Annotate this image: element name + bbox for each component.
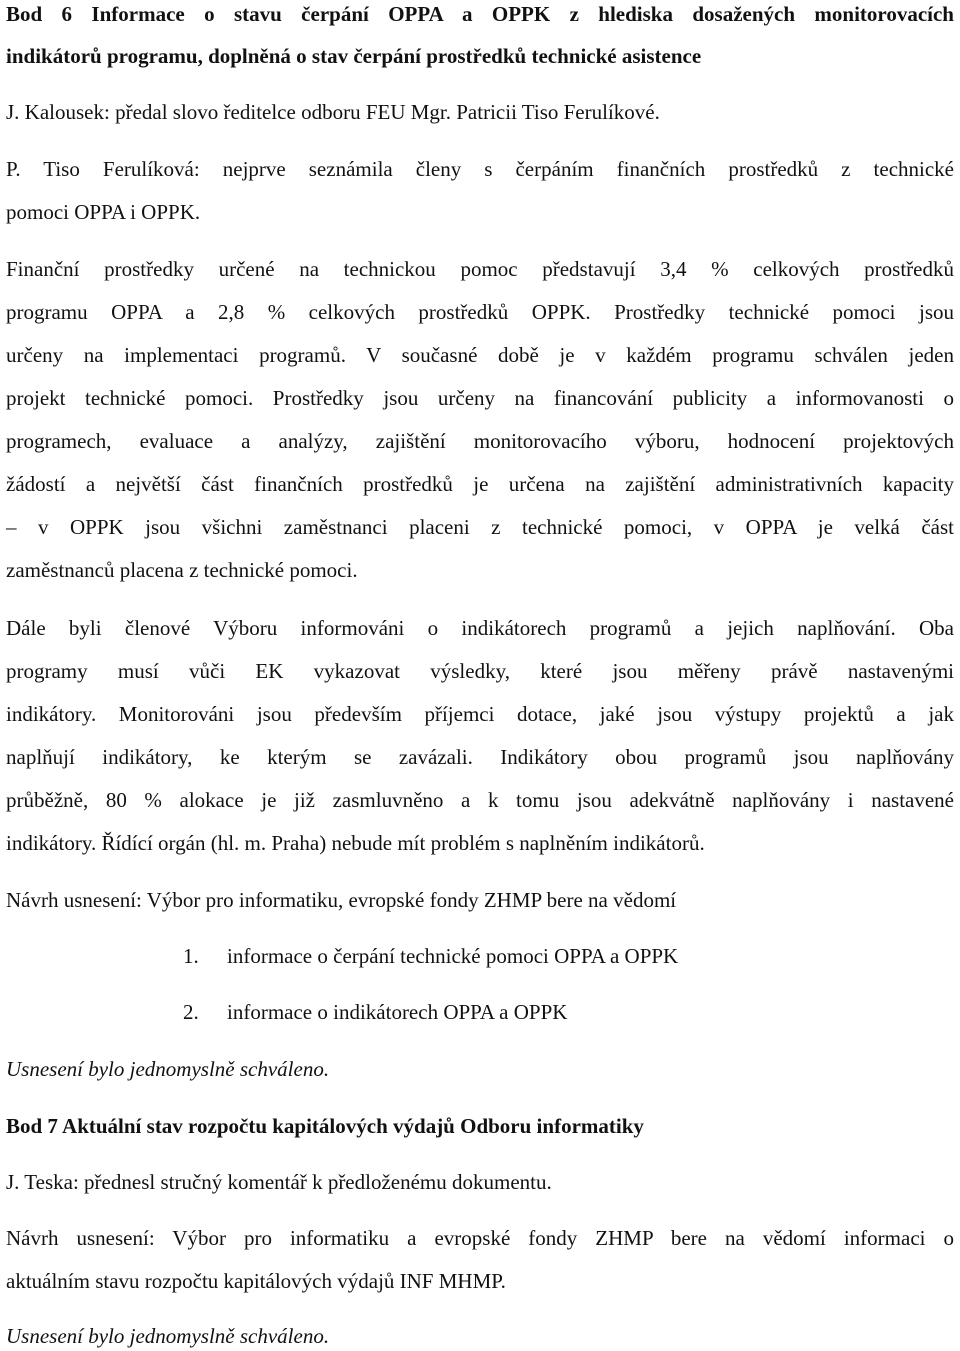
section-6-heading-line-2: indikátorů programu, doplněná o stav čerpání prostředků technické asistence [6,44,702,68]
section-6-heading-line-1: Bod 6 Informace o stavu čerpání OPPA a OPPK z hlediska dosažených monitorovacích [6,2,954,26]
section-7-proposal-line-2: aktuálním stavu rozpočtu kapitálových výdajů INF MHMP. [6,1269,506,1293]
paragraph-2-line: určeny na implementaci programů. V současné době je v každém programu schválen jeden [6,343,954,367]
section-7-heading: Bod 7 Aktuální stav rozpočtu kapitálových výdajů Odboru informatiky [6,1114,644,1138]
paragraph-3-line: Dále byli členové Výboru informováni o indikátorech programů a jejich naplňování. Oba [6,616,954,640]
paragraph-2-line: Finanční prostředky určené na technickou pomoc představují 3,4 % celkových prostředků [6,257,954,281]
section-6-proposal: Návrh usnesení: Výbor pro informatiku, evropské fondy ZHMP bere na vědomí [6,888,677,912]
paragraph-3-line: indikátory. Monitorováni jsou především příjemci dotace, jaké jsou výstupy projektů a jak [6,702,954,726]
paragraph-3-line: průběžně, 80 % alokace je již zasmluvněno a k tomu jsou adekvátně naplňovány i nastavené [6,788,954,812]
list-item-number: 2. [183,1000,199,1024]
list-item [183,1000,567,1024]
paragraph-2-line: programu OPPA a 2,8 % celkových prostředků OPPK. Prostředky technické pomoci jsou [6,300,954,324]
paragraph-3-last-line: indikátory. Řídící orgán (hl. m. Praha) nebude mít problém s naplněním indikátorů. [6,831,705,855]
paragraph-2-line: žádostí a největší část finančních prostředků je určena na zajištění administrativních kapacity [6,472,954,496]
section-7-intro: J. Teska: přednesl stručný komentář k předloženému dokumentu. [6,1170,552,1194]
paragraph-2-line: – v OPPK jsou všichni zaměstnanci placeni z technické pomoci, v OPPA je velká část [6,515,954,539]
paragraph-2-last-line: zaměstnanců placena z technické pomoci. [6,558,358,582]
paragraph-3-line: naplňují indikátory, ke kterým se zavázali. Indikátory obou programů jsou naplňovány [6,745,954,769]
list-item-number: 1. [183,944,199,968]
list-item [183,944,678,968]
section-7-resolution: Usnesení bylo jednomyslně schváleno. [6,1324,330,1348]
list-item-text: informace o čerpání technické pomoci OPPA a OPPK [227,944,679,968]
section-7-proposal-line-1: Návrh usnesení: Výbor pro informatiku a evropské fondy ZHMP bere na vědomí informaci o [6,1226,954,1250]
paragraph-1-line-2: pomoci OPPA i OPPK. [6,200,201,224]
section-6-intro: J. Kalousek: předal slovo ředitelce odboru FEU Mgr. Patricii Tiso Ferulíkové. [6,100,660,124]
section-6-resolution: Usnesení bylo jednomyslně schváleno. [6,1057,330,1081]
paragraph-2-line: programech, evaluace a analýzy, zajištění monitorovacího výboru, hodnocení projektových [6,429,954,453]
paragraph-3-line: programy musí vůči EK vykazovat výsledky, které jsou měřeny právě nastavenými [6,659,954,683]
paragraph-1-line-1: P. Tiso Ferulíková: nejprve seznámila členy s čerpáním finančních prostředků z technické [6,157,954,181]
paragraph-2-line: projekt technické pomoci. Prostředky jsou určeny na financování publicity a informovanosti o [6,386,954,410]
list-item-text: informace o indikátorech OPPA a OPPK [227,1000,568,1024]
